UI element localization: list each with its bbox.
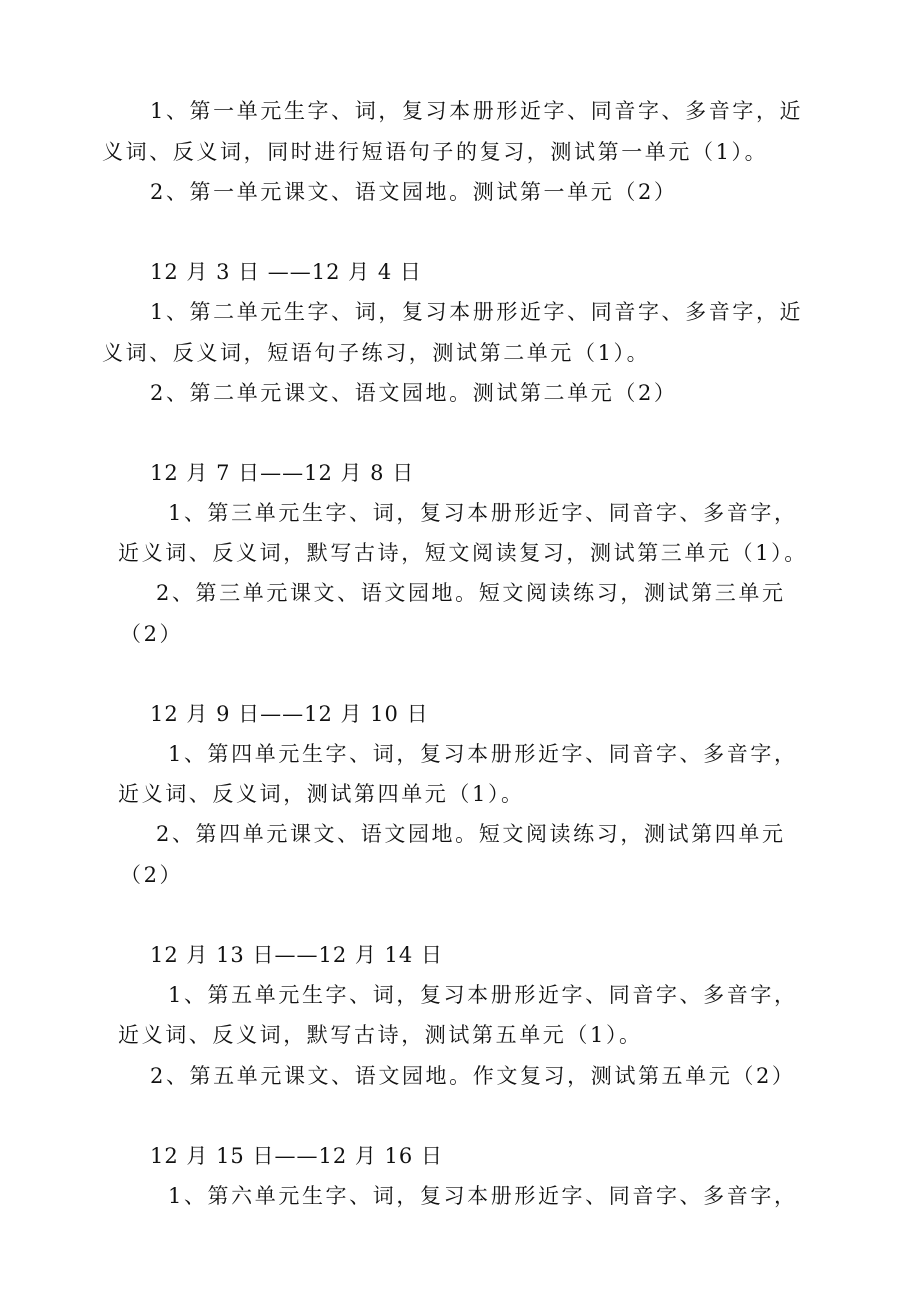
date-range-heading: 12 月 7 日——12 月 8 日 [150,461,415,485]
unit5-item2: 2、第五单元课文、语文园地。作文复习，测试第五单元（2） [150,1064,796,1088]
date-range-heading: 12 月 13 日——12 月 14 日 [150,943,443,967]
unit3-item1-line1: 1、第三单元生字、词，复习本册形近字、同音字、多音字， [168,501,798,525]
unit5-item1-line1: 1、第五单元生字、词，复习本册形近字、同音字、多音字， [168,983,798,1007]
unit3-item2-line1: 2、第三单元课文、语文园地。短文阅读练习，测试第三单元 [156,581,786,605]
unit3-item1-line2: 近义词、反义词，默写古诗，短文阅读复习，测试第三单元（1）。 [118,541,808,565]
unit1-item1-line2: 义词、反义词，同时进行短语句子的复习，测试第一单元（1）。 [102,140,769,164]
unit4-item1-line1: 1、第四单元生字、词，复习本册形近字、同音字、多音字， [168,742,798,766]
unit3-item2-line2: （2） [120,622,184,646]
date-range-heading: 12 月 9 日——12 月 10 日 [150,702,429,726]
unit2-item1-line1: 1、第二单元生字、词，复习本册形近字、同音字、多音字，近 [150,300,804,324]
unit5-item1-line2: 近义词、反义词，默写古诗，测试第五单元（1）。 [118,1023,643,1047]
unit1-item2: 2、第一单元课文、语文园地。测试第一单元（2） [150,180,678,204]
unit4-item2-line2: （2） [120,863,184,887]
date-range-heading: 12 月 15 日——12 月 16 日 [150,1144,443,1168]
unit2-item1-line2: 义词、反义词，短语句子练习，测试第二单元（1）。 [102,341,651,365]
unit6-item1-line1: 1、第六单元生字、词，复习本册形近字、同音字、多音字， [168,1184,798,1208]
unit1-item1-line1: 1、第一单元生字、词，复习本册形近字、同音字、多音字，近 [150,99,804,123]
unit4-item1-line2: 近义词、反义词，测试第四单元（1）。 [118,782,525,806]
date-range-heading: 12 月 3 日 ——12 月 4 日 [150,260,422,284]
unit4-item2-line1: 2、第四单元课文、语文园地。短文阅读练习，测试第四单元 [156,822,786,846]
unit2-item2: 2、第二单元课文、语文园地。测试第二单元（2） [150,381,678,405]
